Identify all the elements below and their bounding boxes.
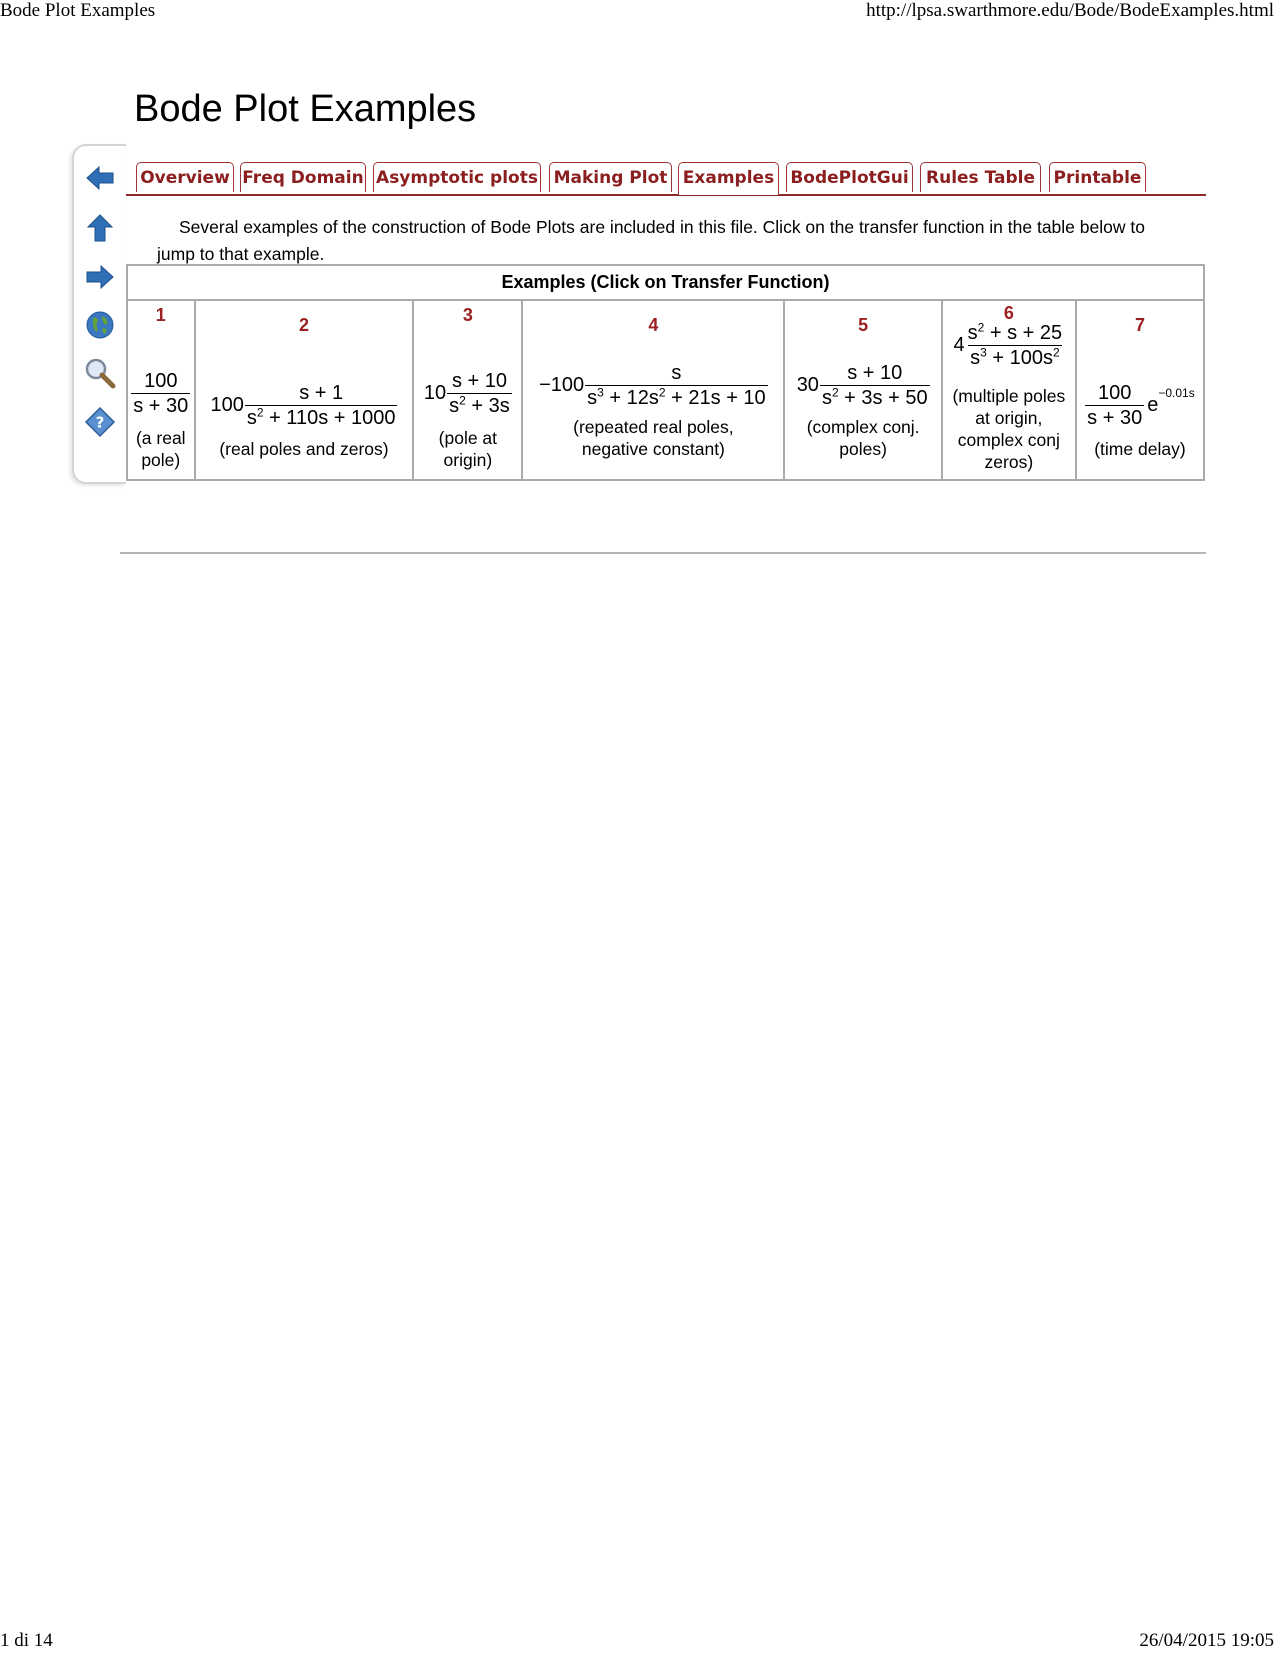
back-arrow-icon[interactable]	[82, 160, 118, 196]
forward-arrow-icon[interactable]	[82, 259, 118, 295]
horizontal-divider	[120, 552, 1206, 554]
example-description: (time delay)	[1094, 439, 1186, 459]
example-description: (complex conj. poles)	[806, 417, 920, 459]
navigation-panel	[72, 144, 126, 484]
example-description: (pole at origin)	[438, 428, 498, 470]
example-number: 3	[462, 305, 473, 325]
intro-paragraph: Several examples of the construction of Bode Plots are included in this file. Click on the transfer function in the table below to jump to that example.	[157, 217, 1145, 264]
tab-bar	[126, 160, 1206, 196]
transfer-function-7[interactable]: $\frac{100}{s + 30}$ $e^{-0.01s}$	[1087, 382, 1195, 429]
transfer-function-1[interactable]: $\frac{100}{s + 30}$	[133, 370, 189, 417]
example-number: 5	[858, 315, 869, 335]
magnifier-icon[interactable]	[82, 355, 118, 391]
transfer-function-5[interactable]: 30 $\frac{s + 10}{s^2 + 3s + 50}$	[796, 362, 928, 409]
print-footer-datetime: 26/04/2015 19:05	[1139, 1630, 1274, 1651]
up-arrow-icon[interactable]	[82, 210, 118, 246]
tab-asymptotic-plots[interactable]: Asymptotic plots	[373, 162, 541, 192]
example-cell-7	[1076, 300, 1204, 480]
tab-rules-table[interactable]: Rules Table	[920, 162, 1041, 192]
example-number: 4	[648, 315, 659, 335]
tab-freq-domain[interactable]: Freq Domain	[240, 162, 366, 192]
example-cell-5	[784, 300, 941, 480]
example-cell-4	[522, 300, 784, 480]
help-icon[interactable]	[82, 404, 118, 440]
globe-icon[interactable]	[82, 307, 118, 343]
svg-text:?: ?	[95, 413, 105, 432]
example-cell-3	[413, 300, 522, 480]
example-description: (repeated real poles, negative constant)	[573, 417, 734, 459]
print-header-title: Bode Plot Examples	[0, 0, 156, 21]
transfer-function-2[interactable]: 100 $\frac{s + 1}{s^2 + 110s + 1000}$	[210, 382, 396, 429]
print-footer-page: 1 di 14	[0, 1630, 53, 1651]
table-header: Examples (Click on Transfer Function)	[127, 265, 1204, 300]
example-number: 7	[1134, 315, 1145, 335]
tab-printable[interactable]: Printable	[1049, 162, 1146, 192]
example-number: 6	[1003, 303, 1014, 323]
tab-bodeplotgui[interactable]: BodePlotGui	[786, 162, 913, 192]
transfer-function-3[interactable]: 10 $\frac{s + 10}{s^2 + 3s}$	[423, 370, 510, 417]
example-cell-6	[942, 300, 1076, 480]
example-description: (real poles and zeros)	[219, 439, 389, 459]
tab-examples[interactable]: Examples	[678, 162, 779, 195]
example-description: (multiple poles at origin, complex conj zeros)	[952, 386, 1066, 472]
transfer-function-6[interactable]: 4 $\frac{s^2 + s + 25}{s^3 + 100s^2}$	[953, 320, 1063, 369]
example-cell-2	[195, 300, 414, 480]
example-number: 2	[298, 315, 309, 335]
example-description: (a real pole)	[135, 428, 186, 470]
transfer-function-4[interactable]: −100 $\frac{s}{s^3 + 12s^2 + 21s + 10}$	[539, 362, 766, 409]
example-cell-1	[127, 300, 195, 480]
example-number: 1	[155, 305, 166, 325]
examples-table	[126, 264, 1205, 481]
tab-overview[interactable]: Overview	[136, 162, 234, 192]
tab-making-plot[interactable]: Making Plot	[549, 162, 672, 192]
print-header-url: http://lpsa.swarthmore.edu/Bode/BodeExamples.html	[866, 0, 1274, 21]
page-title: Bode Plot Examples	[134, 88, 477, 130]
